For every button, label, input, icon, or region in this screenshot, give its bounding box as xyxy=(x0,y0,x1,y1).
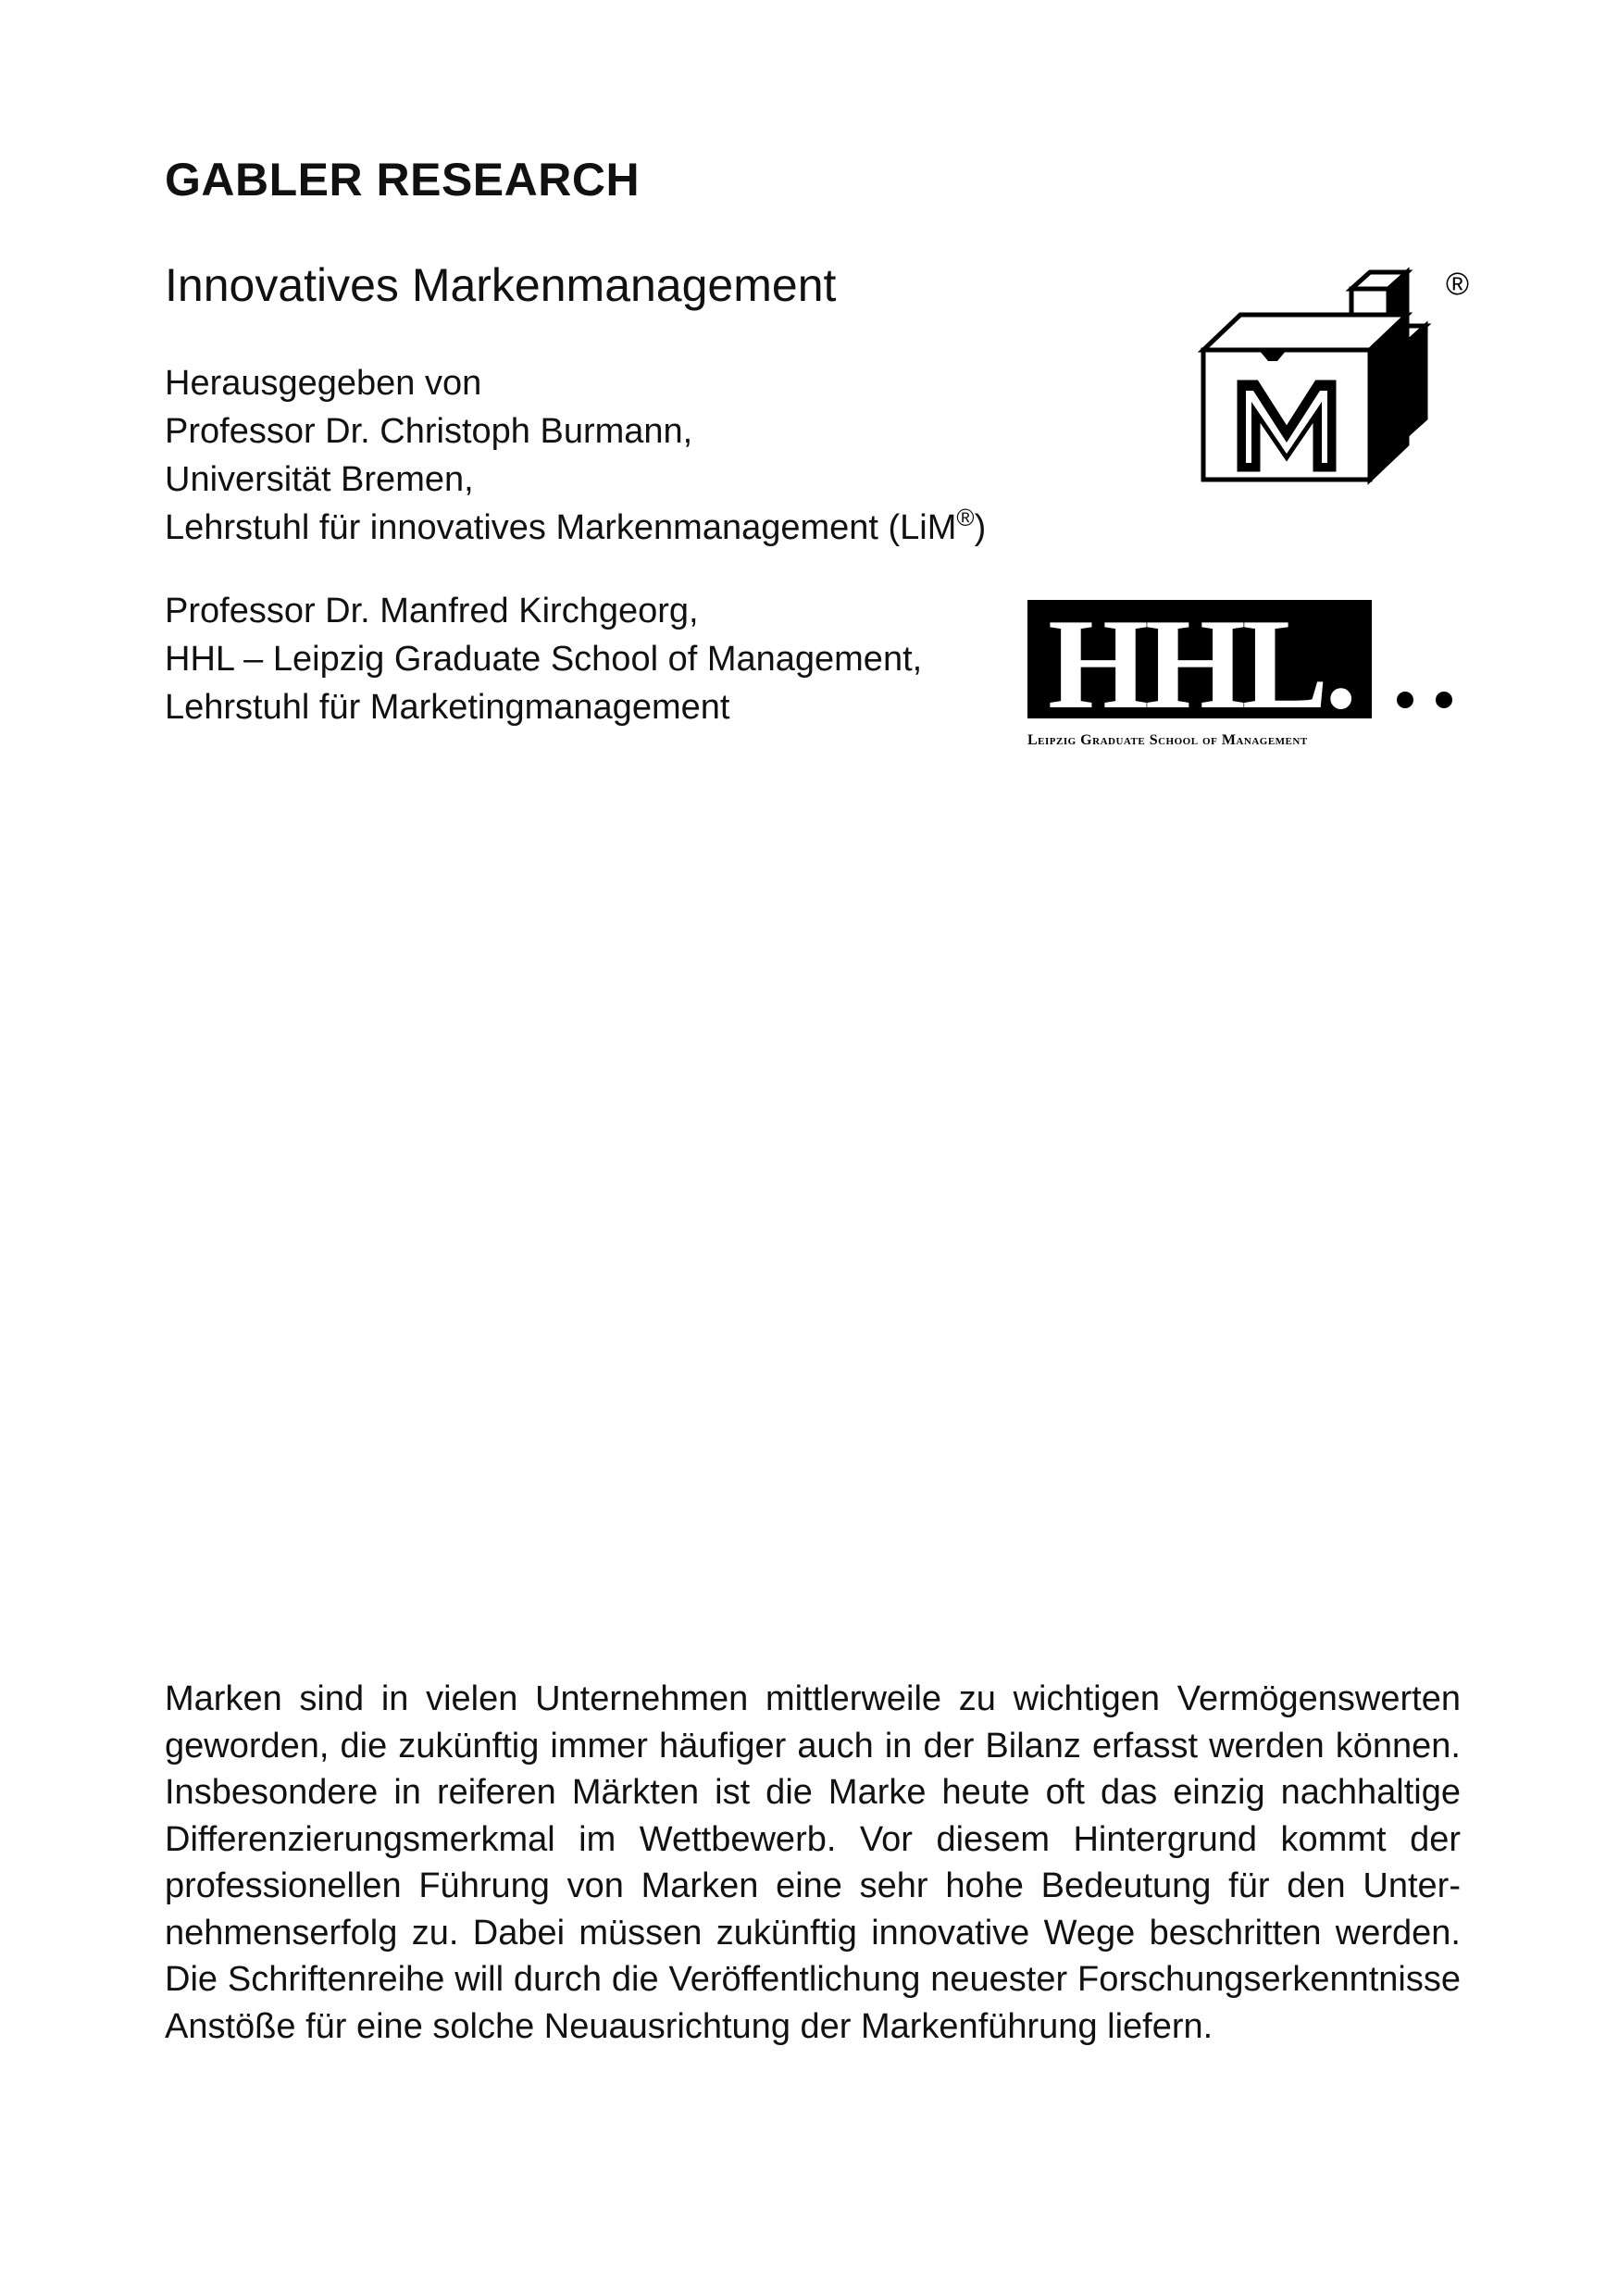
series-subtitle: Innovatives Markenmanagement xyxy=(165,259,837,311)
editor2-institution: HHL – Leipzig Graduate School of Management, xyxy=(165,640,923,679)
editor2-chair: Lehrstuhl für Marketingmanagement xyxy=(165,688,730,727)
hhl-tagline: Leipzig Graduate School of Management xyxy=(1027,732,1308,748)
editor1-institution: Universität Bremen, xyxy=(165,460,474,499)
editor1-name: Professor Dr. Christoph Burmann, xyxy=(165,412,693,451)
editor1-chair-text: Lehrstuhl für innovatives Markenmanagement (LiM xyxy=(165,508,957,547)
editor1-chair-registered: ® xyxy=(956,504,975,531)
series-title: GABLER RESEARCH xyxy=(165,154,641,206)
series-description: Marken sind in vielen Unternehmen mittlerweile zu wichtigen Vermögenswerten geworden, die zukünftig immer häufiger auch in der Bilanz erfasst werden können. Insbesondere in reiferen Märkten ist die Marke heute oft das einzig nachhaltige Differenzierungsmerkmal im Wettbewerb. Vor diesem Hintergrund kommt der professionellen Führung von Marken eine sehr hohe Bedeutung für den Unternehmenserfolg zu. Dabei müssen zukünftig innovative Wege beschritten werden. Die Schriftenreihe will durch die Veröffentlichung neuester Forschungserkenntnisse Anstöße für eine solche Neuausrichtung der Markenführung liefern. xyxy=(165,1679,1461,2046)
editor1-chair-close: ) xyxy=(974,508,987,547)
editors-intro: Herausgegeben von xyxy=(165,364,482,403)
hhl-logo-icon xyxy=(1027,596,1462,754)
editors-block xyxy=(165,359,1053,731)
hhl-wordmark: HHL. xyxy=(1048,596,1354,736)
lim-registered-mark: ® xyxy=(1446,267,1470,302)
editor2-name: Professor Dr. Manfred Kirchgeorg, xyxy=(165,592,699,630)
editor1-chair xyxy=(165,504,1053,552)
lim-cube-logo-icon xyxy=(1194,261,1472,502)
